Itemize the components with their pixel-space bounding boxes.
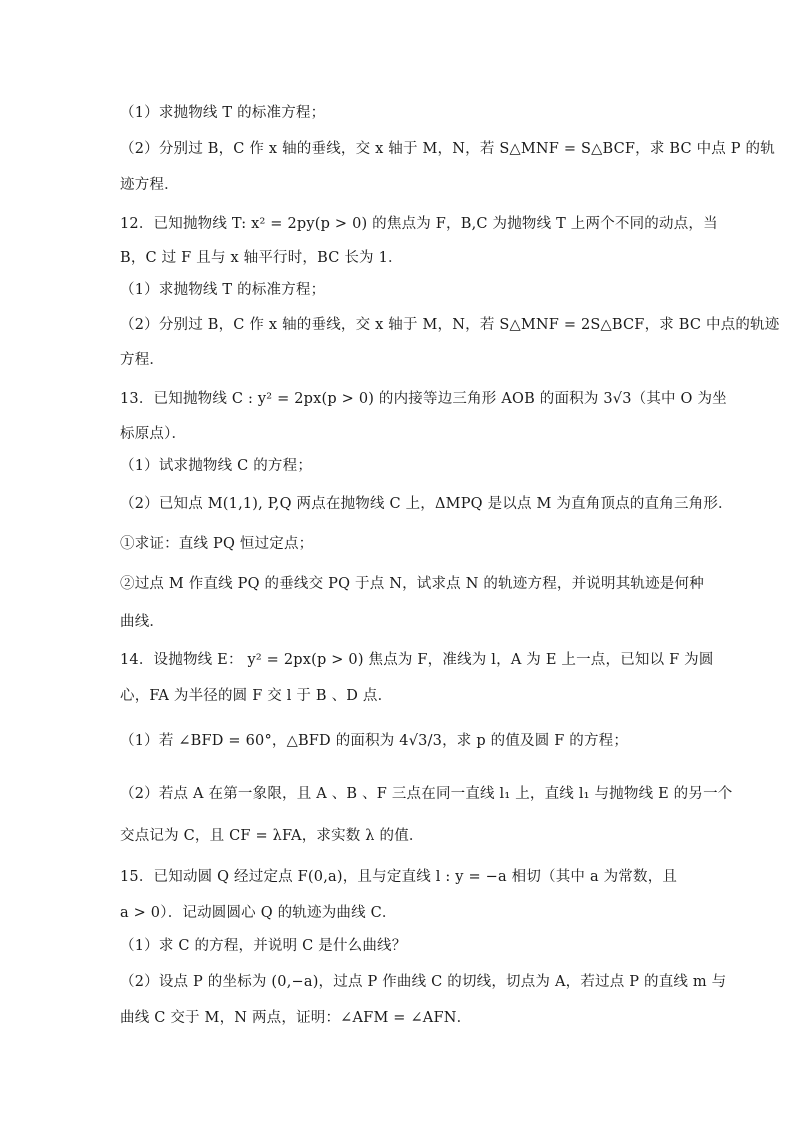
text-line: B，C 过 F 且与 x 轴平行时，BC 长为 1． <box>120 250 403 266</box>
text-line: a > 0）．记动圆圆心 Q 的轨迹为曲线 C． <box>120 905 397 921</box>
text-line: （2）分别过 B，C 作 x 轴的垂线，交 x 轴于 M，N，若 S△MNF = 2S△BCF，求 BC 中点的轨迹 <box>120 317 780 333</box>
text-line: （1）求抛物线 T 的标准方程； <box>120 282 326 298</box>
text-line: 曲线． <box>120 614 165 630</box>
text-line: （2）已知点 M(1,1), P,Q 两点在抛物线 C 上，ΔMPQ 是以点 M 为直角顶点的直角三角形． <box>120 496 733 512</box>
text-line: （1）若 ∠BFD = 60°，△BFD 的面积为 4√3/3，求 p 的值及圆 F 的方程； <box>120 733 629 749</box>
text-line: 标原点）． <box>120 426 187 442</box>
text-line: （2）设点 P 的坐标为 (0,−a)，过点 P 作曲线 C 的切线，切点为 A，若过点 P 的直线 m 与 <box>120 974 727 990</box>
text-line: （2）若点 A 在第一象限，且 A 、B 、F 三点在同一直线 l₁ 上，直线 l₁ 与抛物线 E 的另一个 <box>120 786 733 802</box>
text-line: 曲线 C 交于 M，N 两点，证明：∠AFM = ∠AFN． <box>120 1010 472 1026</box>
text-line: 15．已知动圆 Q 经过定点 F(0,a)，且与定直线 l : y = −a 相切（其中 a 为常数，且 <box>120 869 678 885</box>
text-line: 12．已知抛物线 T: x² = 2py(p > 0) 的焦点为 F，B,C 为抛物线 T 上两个不同的动点，当 <box>120 216 718 232</box>
text-line: 方程． <box>120 352 165 368</box>
text-line: ①求证：直线 PQ 恒过定点； <box>120 536 314 552</box>
text-line: 迹方程． <box>120 177 179 193</box>
text-line: 交点记为 C，且 CF = λFA，求实数 λ 的值． <box>120 828 424 844</box>
text-line: 心，FA 为半径的圆 F 交 l 于 B 、D 点． <box>120 688 393 704</box>
text-line: ②过点 M 作直线 PQ 的垂线交 PQ 于点 N，试求点 N 的轨迹方程，并说明其轨迹是何种 <box>120 576 704 592</box>
text-line: 14．设抛物线 E： y² = 2px(p > 0) 焦点为 F，准线为 l，A 为 E 上一点，已知以 F 为圆 <box>120 652 714 668</box>
text-line: 13．已知抛物线 C : y² = 2px(p > 0) 的内接等边三角形 AOB 的面积为 3√3（其中 O 为坐 <box>120 391 727 407</box>
text-line: （2）分别过 B，C 作 x 轴的垂线，交 x 轴于 M，N，若 S△MNF = S△BCF，求 BC 中点 P 的轨 <box>120 141 775 157</box>
text-line: （1）求 C 的方程，并说明 C 是什么曲线？ <box>120 938 407 954</box>
text-line: （1）求抛物线 T 的标准方程； <box>120 105 326 121</box>
text-line: （1）试求抛物线 C 的方程； <box>120 458 313 474</box>
